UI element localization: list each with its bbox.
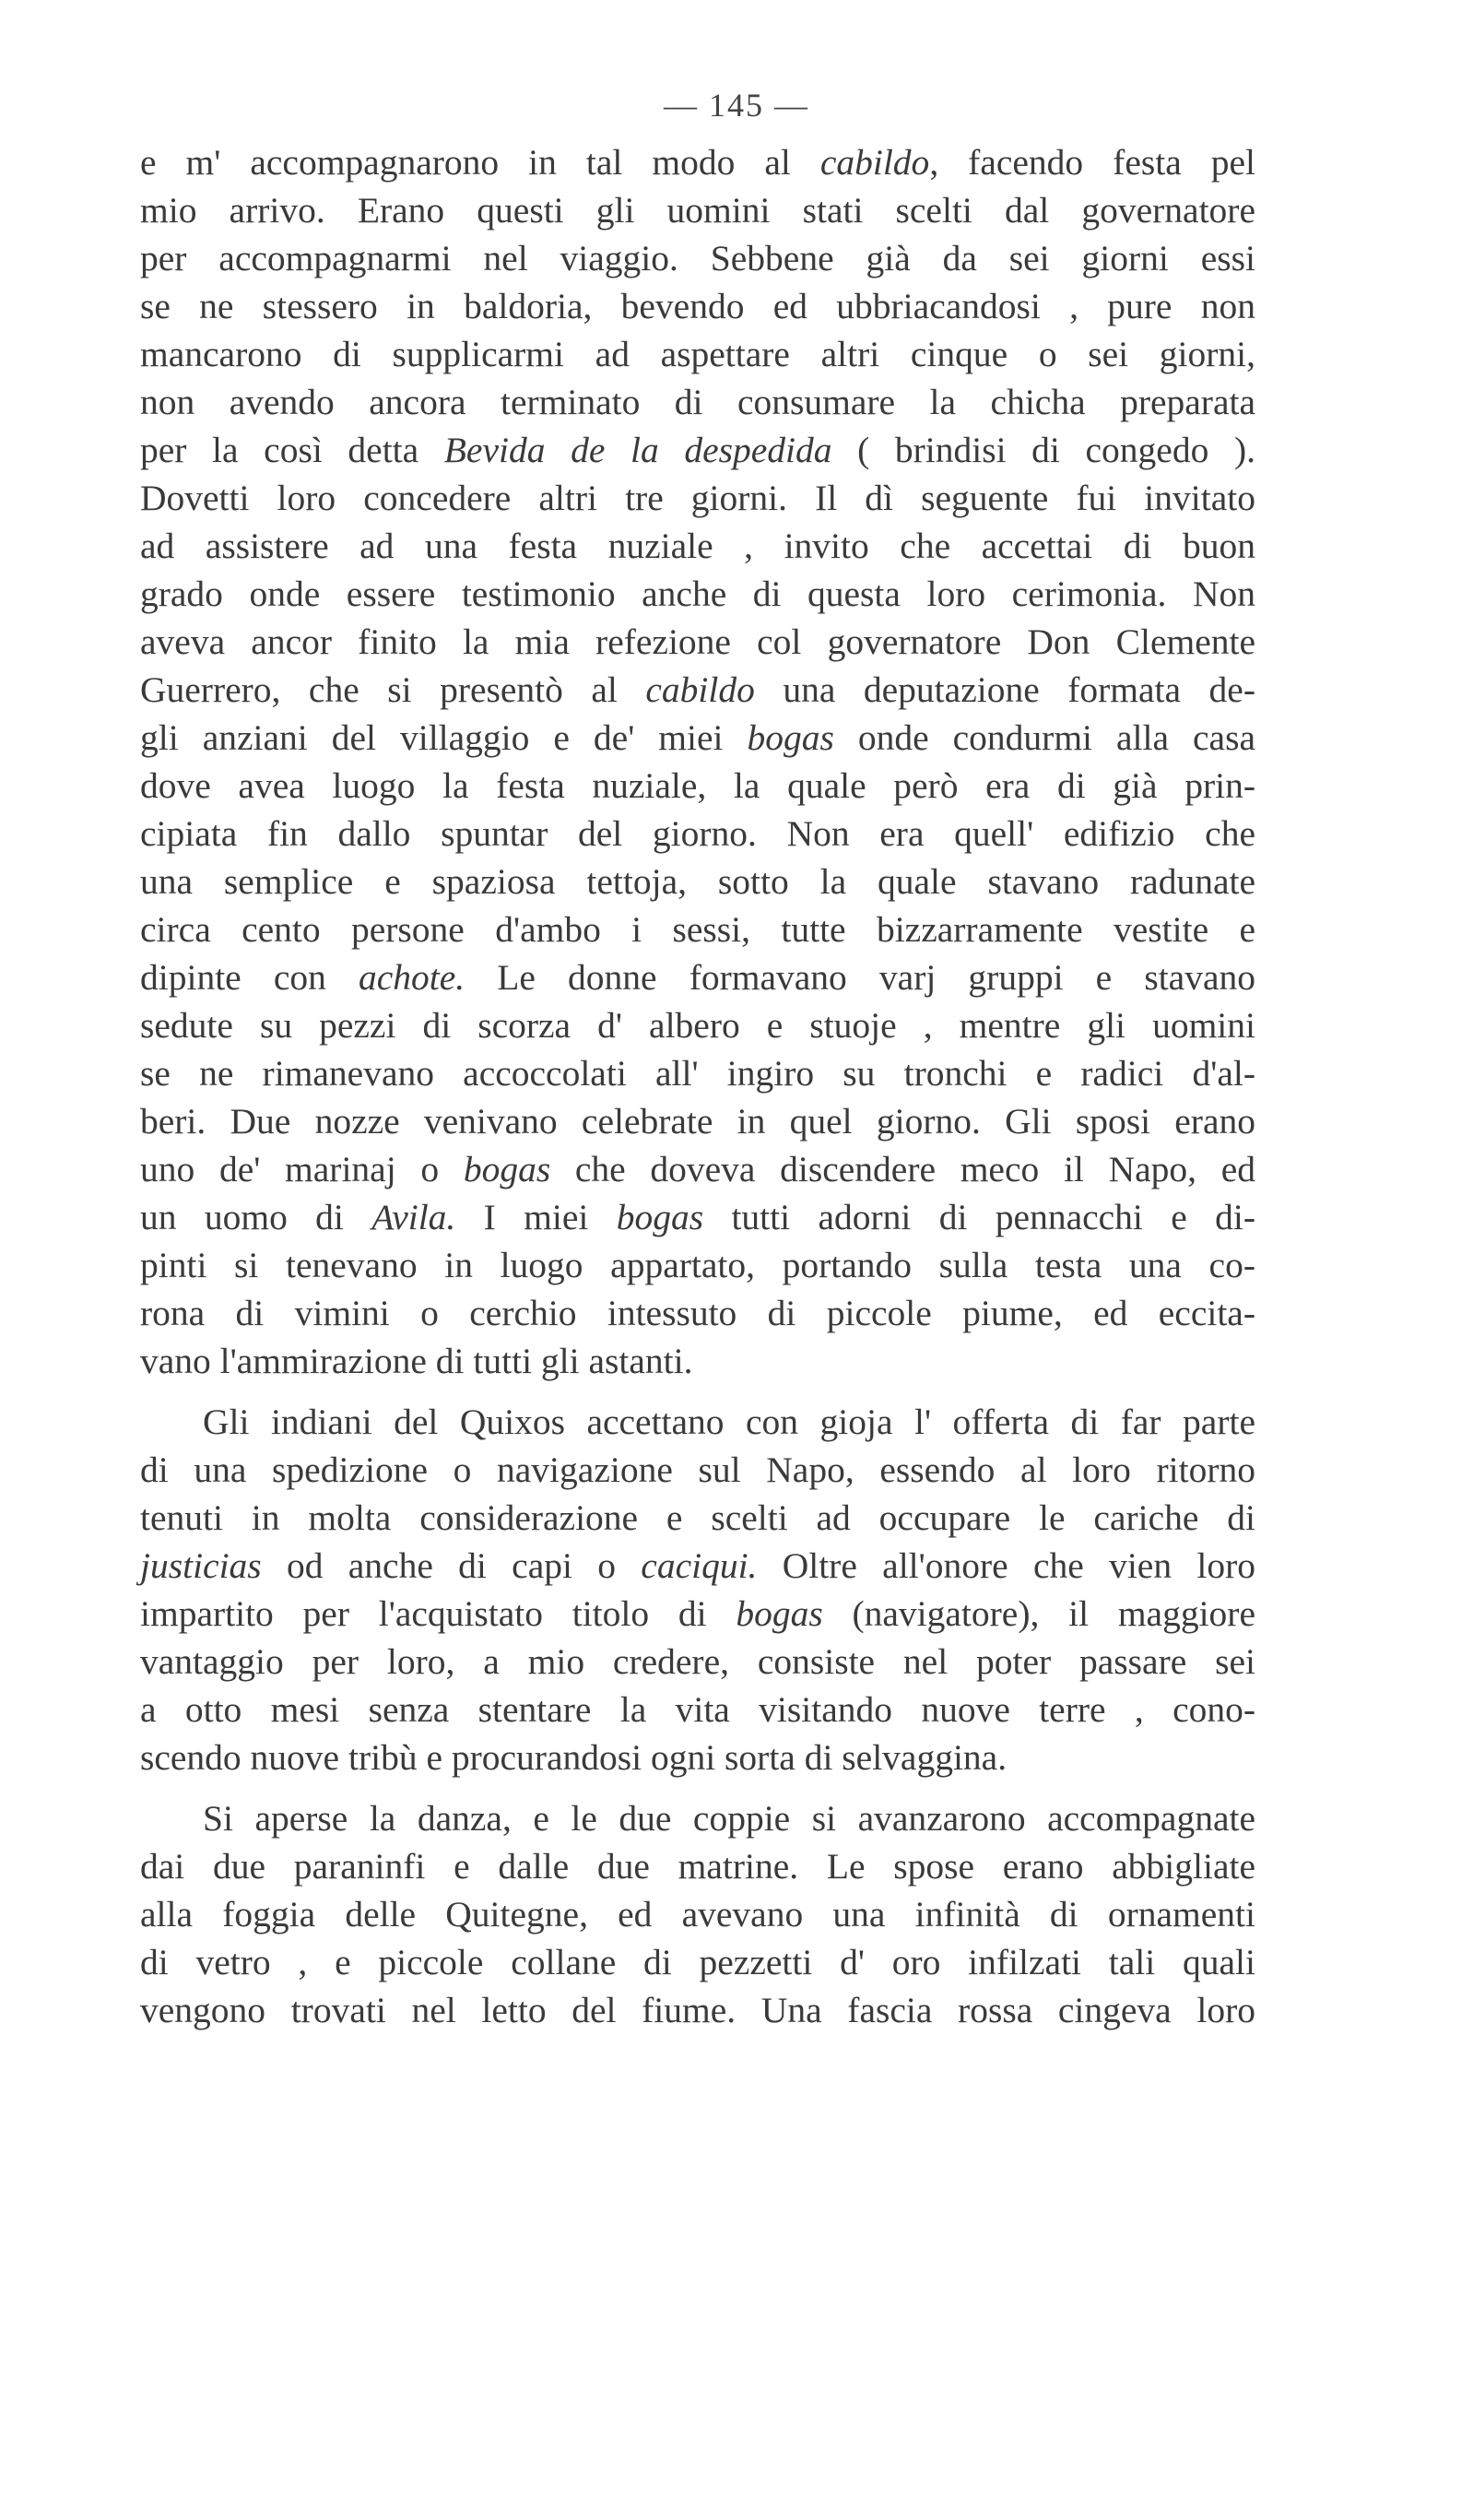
body-text: [140, 138, 1255, 2034]
text-line: [140, 810, 1255, 858]
text-segment: Dovetti loro concedere altri tre giorni. Il dì seguente fui invitato: [140, 478, 1255, 518]
text-segment: mio arrivo. Erano questi gli uomini stati scelti dal governatore: [140, 190, 1255, 231]
text-segment: a otto mesi senza stentare la vita visitando nuove terre , cono-: [140, 1689, 1255, 1730]
text-line: [140, 1145, 1255, 1193]
text-line: [140, 570, 1255, 618]
italic-term: Avila.: [371, 1197, 456, 1237]
text-segment: se ne rimanevano accoccolati all' ingiro su tronchi e radici d'al-: [140, 1053, 1255, 1094]
text-segment: alla foggia delle Quitegne, ed avevano una infinità di ornamenti: [140, 1894, 1255, 1934]
text-segment: circa cento persone d'ambo i sessi, tutte bizzarramente vestite e: [140, 909, 1255, 950]
italic-term: cabildo: [645, 669, 755, 710]
text-segment: Guerrero, che si presentò al: [140, 669, 646, 710]
italic-term: caciqui.: [641, 1545, 758, 1586]
text-segment: Si aperse la danza, e le due coppie si avanzarono accompagnate: [203, 1798, 1255, 1839]
text-segment: ad assistere ad una festa nuziale , invito che accettai di buon: [140, 526, 1255, 566]
text-line: [140, 1001, 1255, 1049]
italic-term: achote.: [358, 957, 465, 998]
text-segment: sedute su pezzi di scorza d' albero e stuoje , mentre gli uomini: [140, 1005, 1255, 1046]
italic-term: justicias: [140, 1545, 262, 1586]
text-segment: aveva ancor finito la mia refezione col governatore Don Clemente: [140, 621, 1255, 662]
text-segment: rona di vimini o cerchio intessuto di piccole piume, ed eccita-: [140, 1293, 1255, 1333]
text-line: [140, 330, 1255, 378]
text-line: [140, 1794, 1255, 1842]
text-segment: od anche di capi o: [261, 1545, 642, 1586]
text-line: [140, 1638, 1255, 1686]
text-line: [140, 618, 1255, 666]
text-segment: grado onde essere testimonio anche di questa loro cerimonia. Non: [140, 574, 1255, 614]
text-line: [140, 714, 1255, 762]
page-number: — 145 —: [664, 87, 809, 124]
paragraph: [140, 1398, 1255, 1781]
text-segment: non avendo ancora terminato di consumare la chicha preparata: [140, 382, 1255, 422]
text-segment: dove avea luogo la festa nuziale, la quale però era di già prin-: [140, 765, 1255, 806]
text-line: [140, 522, 1255, 570]
text-segment: uno de' marinaj o: [140, 1149, 464, 1189]
text-line: [140, 1446, 1255, 1494]
text-segment: di una spedizione o navigazione sul Napo, essendo al loro ritorno: [140, 1449, 1255, 1490]
text-line: [140, 1494, 1255, 1542]
text-line: [140, 666, 1255, 714]
text-line: [140, 1890, 1255, 1938]
text-line: [140, 1590, 1255, 1638]
text-segment: Gli indiani del Quixos accettano con gioja l' offerta di far parte: [203, 1402, 1255, 1442]
text-segment: di vetro , e piccole collane di pezzetti d' oro infilzati tali quali: [140, 1942, 1255, 1982]
text-segment: se ne stessero in baldoria, bevendo ed ubbriacandosi , pure non: [140, 286, 1255, 326]
text-segment: una deputazione formata de-: [754, 669, 1255, 710]
text-segment: tutti adorni di pennacchi e di-: [703, 1197, 1256, 1237]
text-line: [140, 1193, 1255, 1241]
italic-term: cabildo: [819, 142, 930, 183]
text-line: [140, 1398, 1255, 1446]
text-segment: e m' accompagnarono in tal modo al: [140, 142, 820, 183]
italic-term: bogas: [736, 1593, 823, 1634]
text-line: [140, 474, 1255, 522]
italic-term: bogas: [747, 717, 834, 758]
text-segment: una semplice e spaziosa tettoja, sotto la quale stavano radunate: [140, 861, 1255, 902]
text-segment: vengono trovati nel letto del fiume. Una fascia rossa cingeva loro: [140, 1990, 1255, 2030]
text-segment: per la così detta: [140, 430, 444, 470]
italic-term: bogas: [616, 1197, 704, 1237]
italic-term: bogas: [463, 1149, 551, 1189]
text-segment: cipiata fin dallo spuntar del giorno. Non era quell' edifizio che: [140, 813, 1255, 854]
text-segment: mancarono di supplicarmi ad aspettare altri cinque o sei giorni,: [140, 334, 1255, 374]
text-segment: Le donne formavano varj gruppi e stavano: [465, 957, 1255, 998]
paragraph-gap: [140, 1781, 1255, 1794]
text-line: [140, 282, 1255, 330]
text-segment: tenuti in molta considerazione e scelti ad occupare le cariche di: [140, 1497, 1255, 1538]
text-line: [140, 858, 1255, 905]
paragraph: [140, 1794, 1255, 2034]
text-line: [140, 1733, 1255, 1781]
text-line: [140, 1938, 1255, 1986]
paragraph: [140, 138, 1255, 1385]
text-line: [140, 953, 1255, 1001]
text-segment: che doveva discendere meco il Napo, ed: [550, 1149, 1255, 1189]
text-segment: per accompagnarmi nel viaggio. Sebbene già da sei giorni essi: [140, 238, 1255, 278]
text-line: [140, 1289, 1255, 1337]
text-segment: vantaggio per loro, a mio credere, consiste nel poter passare sei: [140, 1641, 1255, 1682]
text-line: [140, 186, 1255, 234]
text-line: [140, 905, 1255, 953]
text-segment: beri. Due nozze venivano celebrate in quel giorno. Gli sposi erano: [140, 1101, 1255, 1142]
text-line: [140, 762, 1255, 810]
paragraph-gap: [140, 1385, 1255, 1398]
text-line: [140, 1049, 1255, 1097]
text-line: [140, 1337, 1255, 1385]
text-line: [140, 1686, 1255, 1733]
text-segment: gli anziani del villaggio e de' miei: [140, 717, 748, 758]
italic-term: Bevida de la despedida: [443, 430, 832, 470]
text-line: [140, 1542, 1255, 1590]
text-line: [140, 234, 1255, 282]
text-segment: onde condurmi alla casa: [833, 717, 1255, 758]
text-segment: pinti si tenevano in luogo appartato, portando sulla testa una co-: [140, 1245, 1255, 1285]
text-line: [140, 1986, 1255, 2034]
text-line: [140, 1241, 1255, 1289]
text-segment: vano l'ammirazione di tutti gli astanti.: [140, 1341, 693, 1381]
text-segment: , facendo festa pel: [929, 142, 1255, 183]
text-line: [140, 138, 1255, 186]
text-segment: Oltre all'onore che vien loro: [757, 1545, 1255, 1586]
text-segment: ( brindisi di congedo ).: [831, 430, 1255, 470]
text-line: [140, 378, 1255, 426]
text-segment: (navigatore), il maggiore: [822, 1593, 1255, 1634]
text-segment: dai due paraninfi e dalle due matrine. Le spose erano abbigliate: [140, 1846, 1255, 1887]
text-segment: dipinte con: [140, 957, 359, 998]
text-line: [140, 426, 1255, 474]
text-segment: I miei: [455, 1197, 617, 1237]
text-line: [140, 1842, 1255, 1890]
text-line: [140, 1097, 1255, 1145]
text-segment: impartito per l'acquistato titolo di: [140, 1593, 736, 1634]
text-segment: scendo nuove tribù e procurandosi ogni sorta di selvaggina.: [140, 1737, 1008, 1778]
text-segment: un uomo di: [140, 1197, 372, 1237]
